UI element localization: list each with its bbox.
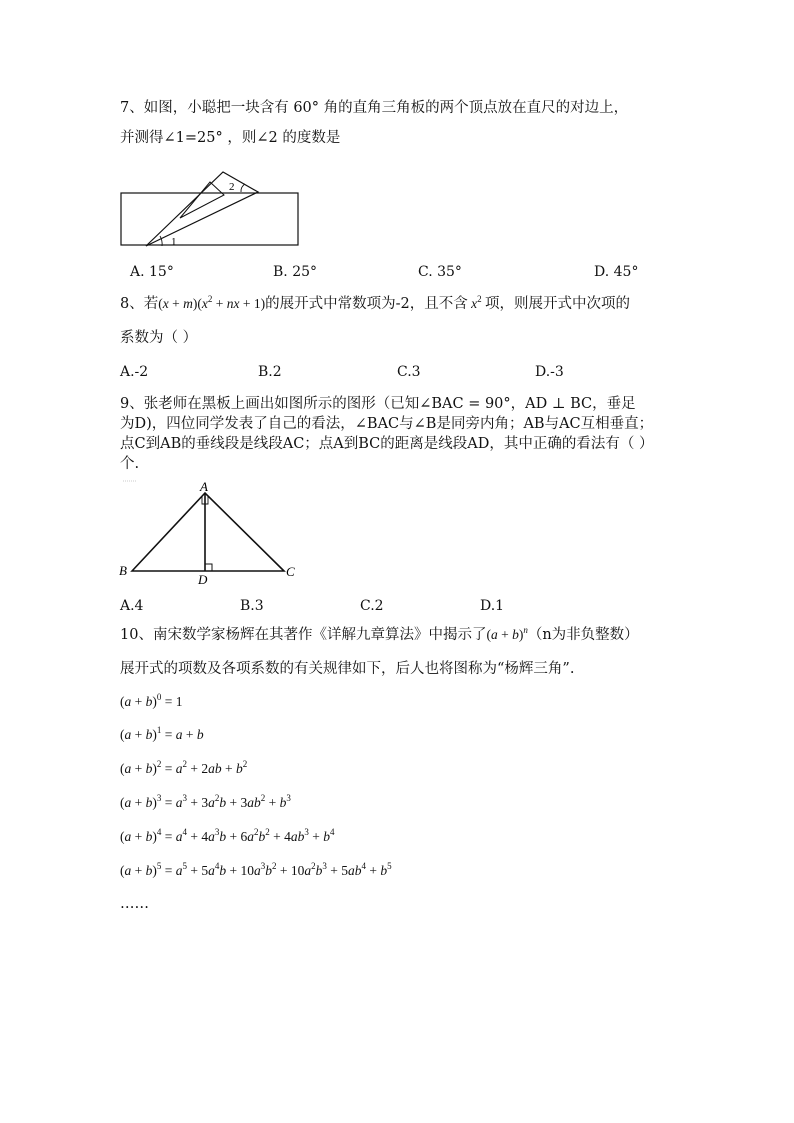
q8-option-a[interactable]: A.-2 [120,364,149,380]
triangle-abc [132,493,284,571]
angle1-label: 1 [171,236,177,248]
q10-line1 [120,625,639,645]
q10-line2: 展开式的项数及各项系数的有关规律如下，后人也将图称为“杨辉三角”. [120,661,575,677]
set-square-inner [180,182,224,218]
ruler [121,193,298,245]
q10-prefix: 10、南宋数学家杨辉在其著作《详解九章算法》中揭示了 [120,627,487,643]
q8-line2: 系数为（ ） [120,330,198,346]
q9-line3: 点C到AB的垂线段是线段AC；点A到BC的距离是线段AD，其中正确的看法有（ ） [120,436,654,452]
q9-option-a[interactable]: A.4 [120,598,144,614]
q10-binomial: $(a + b)^n$ [486,625,528,642]
label-a: A [200,479,208,494]
q7-option-a[interactable]: A. 15° [130,264,174,280]
q7-option-c[interactable]: C. 35° [418,264,462,280]
label-d: D [198,572,208,587]
q9-line2: 为D)，四位同学发表了自己的看法，∠BAC与∠B是同旁内角；AB与AC互相垂直； [120,416,654,432]
binomial-expansion-1: $(a + b)^1 = a + b$ [120,725,204,742]
q8-suffix: 项，则展开式中次项的 [484,296,630,312]
q9-option-d[interactable]: D.1 [480,598,505,614]
q8-option-d[interactable]: D.-3 [535,364,564,380]
q8-prefix: 8、若 [120,296,159,312]
q8-expression: $(x + m)(x^2$ + nx + 1) [158,294,266,311]
q8-line1 [120,294,630,314]
angle2-label: 2 [229,181,235,193]
q7-line1: 7、如图，小聪把一块含有 60° 角的直角三角板的两个顶点放在直尺的对边上， [120,100,629,116]
binomial-expansion-4: $(a + b)^4 = a^4 + 4a^3b + 6a^2b^2 + 4ab^3 + b^4$ [120,827,335,844]
right-angle-mark-d [205,564,212,571]
q9-triangle-figure [118,478,303,586]
binomial-expansion-3: $(a + b)^3 = a^3 + 3a^2b + 3ab^2 + b^3$ [120,793,291,810]
label-b: B [119,563,127,578]
binomial-expansion-5: $(a + b)^5 = a^5 + 5a^4b + 10a^3b^2 + 10a^2b^3 + 5ab^4 + b^5$ [120,861,392,878]
q7-option-b[interactable]: B. 25° [273,264,318,280]
q8-option-b[interactable]: B.2 [258,364,282,380]
q8-x-squared: $x^2$ [467,294,482,311]
q10-suffix: （n为非负整数） [527,627,639,643]
set-square-outer [146,172,258,246]
q9-option-c[interactable]: C.2 [360,598,384,614]
binomial-expansion-0: $(a + b)^0 = 1$ [120,692,183,709]
q9-option-b[interactable]: B.3 [240,598,264,614]
q9-line4: 个. [120,456,140,472]
q7-option-d[interactable]: D. 45° [594,264,639,280]
q8-mid: 的展开式中常数项为-2，且不含 [265,296,468,312]
label-c: C [286,564,295,579]
q7-line2: 并测得∠1=25° ，则∠2 的度数是 [120,130,341,146]
q10-ellipsis: …… [120,896,149,912]
q8-option-c[interactable]: C.3 [397,364,421,380]
q7-ruler-triangle-figure [118,170,303,250]
binomial-expansion-2: $(a + b)^2 = a^2 + 2ab + b^2$ [120,759,248,776]
q9-line1: 9、张老师在黑板上画出如图所示的图形（已知∠BAC = 90°，AD ⊥ BC，垂足 [120,396,636,412]
